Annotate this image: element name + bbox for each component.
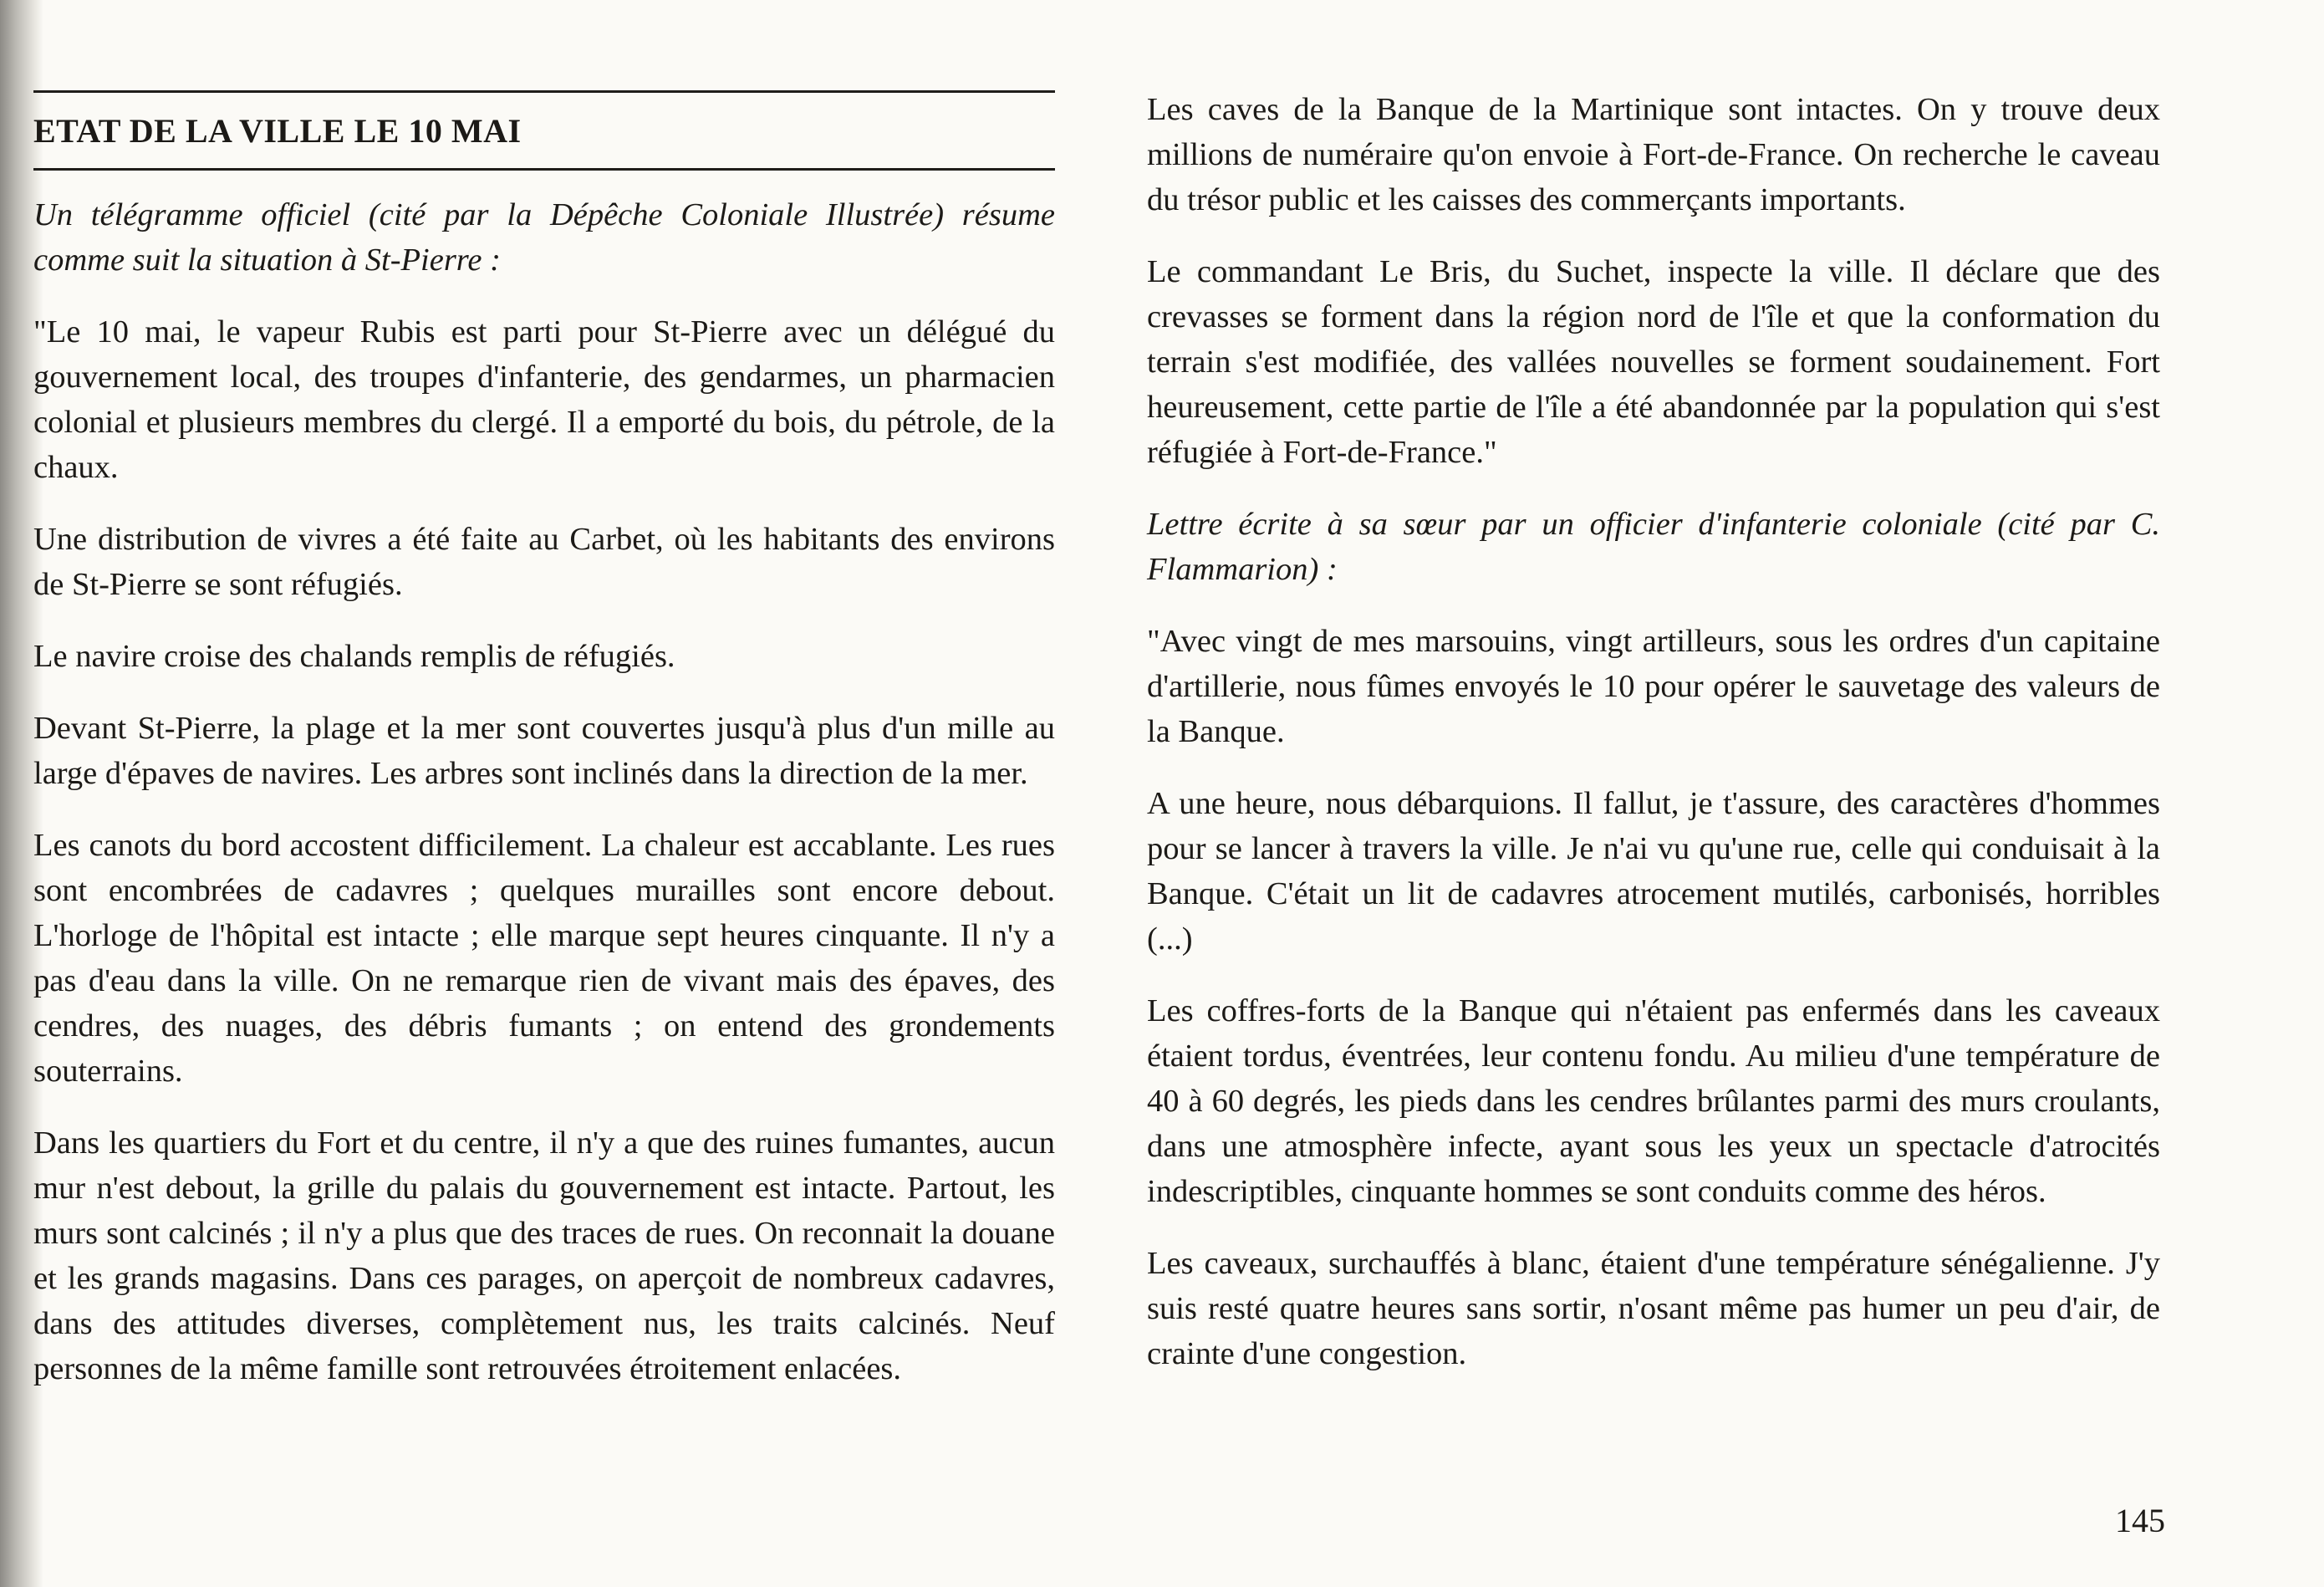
page-number: 145 (2115, 1502, 2165, 1539)
left-paragraph-6: Dans les quartiers du Fort et du centre, il n'y a que des ruines fumantes, aucun mur n'est debout, la grille du palais du gouvernement est intacte. Partout, les murs sont calcinés ; il n'y a plus que des traces de rues. On reconnait la douane et les grands magasins. Dans ces parages, on aperçoit de nombreux cadavres, dans des attitudes diverses, complètement nus, les traits calcinés. Neuf personnes de la même famille sont retrouvées étroitement enlacées. (33, 1125, 1055, 1386)
right-paragraph-4: A une heure, nous débarquions. Il fallut, je t'assure, des caractères d'hommes pour se lancer à travers la ville. Je n'ai vu qu'une rue, celle qui conduisait à la Banque. C'était un lit de cadavres atrocement mutilés, carbonisés, horribles (...) (1147, 786, 2160, 957)
right-intro: Lettre écrite à sa sœur par un officier d'infanterie coloniale (cité par C. Flammarion) : (1147, 507, 2160, 587)
right-paragraph-1: Les caves de la Banque de la Martinique sont intactes. On y trouve deux millions de numéraire qu'on envoie à Fort-de-France. On recherche le caveau du trésor public et les caisses des commerçants importants. (1147, 92, 2160, 217)
right-paragraph-5: Les coffres-forts de la Banque qui n'étaient pas enfermés dans les caveaux étaient tordus, éventrées, leur contenu fondu. Au milieu d'une température de 40 à 60 degrés, les pieds dans les cendres brûlantes parmi des murs croulants, dans une atmosphère infecte, ayant sous les yeux un spectacle d'atrocités indescriptibles, cinquante hommes se sont conduits comme des héros. (1147, 993, 2160, 1209)
title-underline-rule (33, 168, 1055, 171)
left-paragraph-2: Une distribution de vivres a été faite au Carbet, où les habitants des environs de St-Pierre se sont réfugiés. (33, 522, 1055, 602)
left-paragraph-1: "Le 10 mai, le vapeur Rubis est parti pour St-Pierre avec un délégué du gouvernement local, des troupes d'infanterie, des gendarmes, un pharmacien colonial et plusieurs membres du clergé. Il a emporté du bois, du pétrole, de la chaux. (33, 314, 1055, 485)
right-paragraph-3: "Avec vingt de mes marsouins, vingt artilleurs, sous les ordres d'un capitaine d'artillerie, nous fûmes envoyés le 10 pour opérer le sauvetage des valeurs de la Banque. (1147, 624, 2160, 749)
section-title: ETAT DE LA VILLE LE 10 MAI (33, 112, 522, 150)
left-paragraph-5: Les canots du bord accostent difficilement. La chaleur est accablante. Les rues sont encombrées de cadavres ; quelques murailles sont encore debout. L'horloge de l'hôpital est intacte ; elle marque sept heures cinquante. Il n'y a pas d'eau dans la ville. On ne remarque rien de vivant mais des épaves, des cendres, des nuages, des débris fumants ; on entend des grondements souterrains. (33, 828, 1055, 1089)
left-intro: Un télégramme officiel (cité par la Dépêche Coloniale Illustrée) résume comme suit la situation à St-Pierre : (33, 197, 1055, 278)
right-column (1147, 87, 2160, 1403)
right-paragraph-2: Le commandant Le Bris, du Suchet, inspecte la ville. Il déclare que des crevasses se forment dans la région nord de l'île et que la conformation du terrain s'est modifiée, des vallées nouvelles se forment soudainement. Fort heureusement, cette partie de l'île a été abandonnée par la population qui s'est réfugiée à Fort-de-France." (1147, 254, 2160, 470)
left-paragraph-4: Devant St-Pierre, la plage et la mer sont couvertes jusqu'à plus d'un mille au large d'épaves de navires. Les arbres sont inclinés dans la direction de la mer. (33, 711, 1055, 791)
left-paragraph-3: Le navire croise des chalands remplis de réfugiés. (33, 639, 675, 674)
top-rule (33, 90, 1055, 93)
left-column (33, 90, 1055, 1418)
right-paragraph-6: Les caveaux, surchauffés à blanc, étaient d'une température sénégalienne. J'y suis resté quatre heures sans sortir, n'osant même pas humer un peu d'air, de crainte d'une congestion. (1147, 1246, 2160, 1371)
